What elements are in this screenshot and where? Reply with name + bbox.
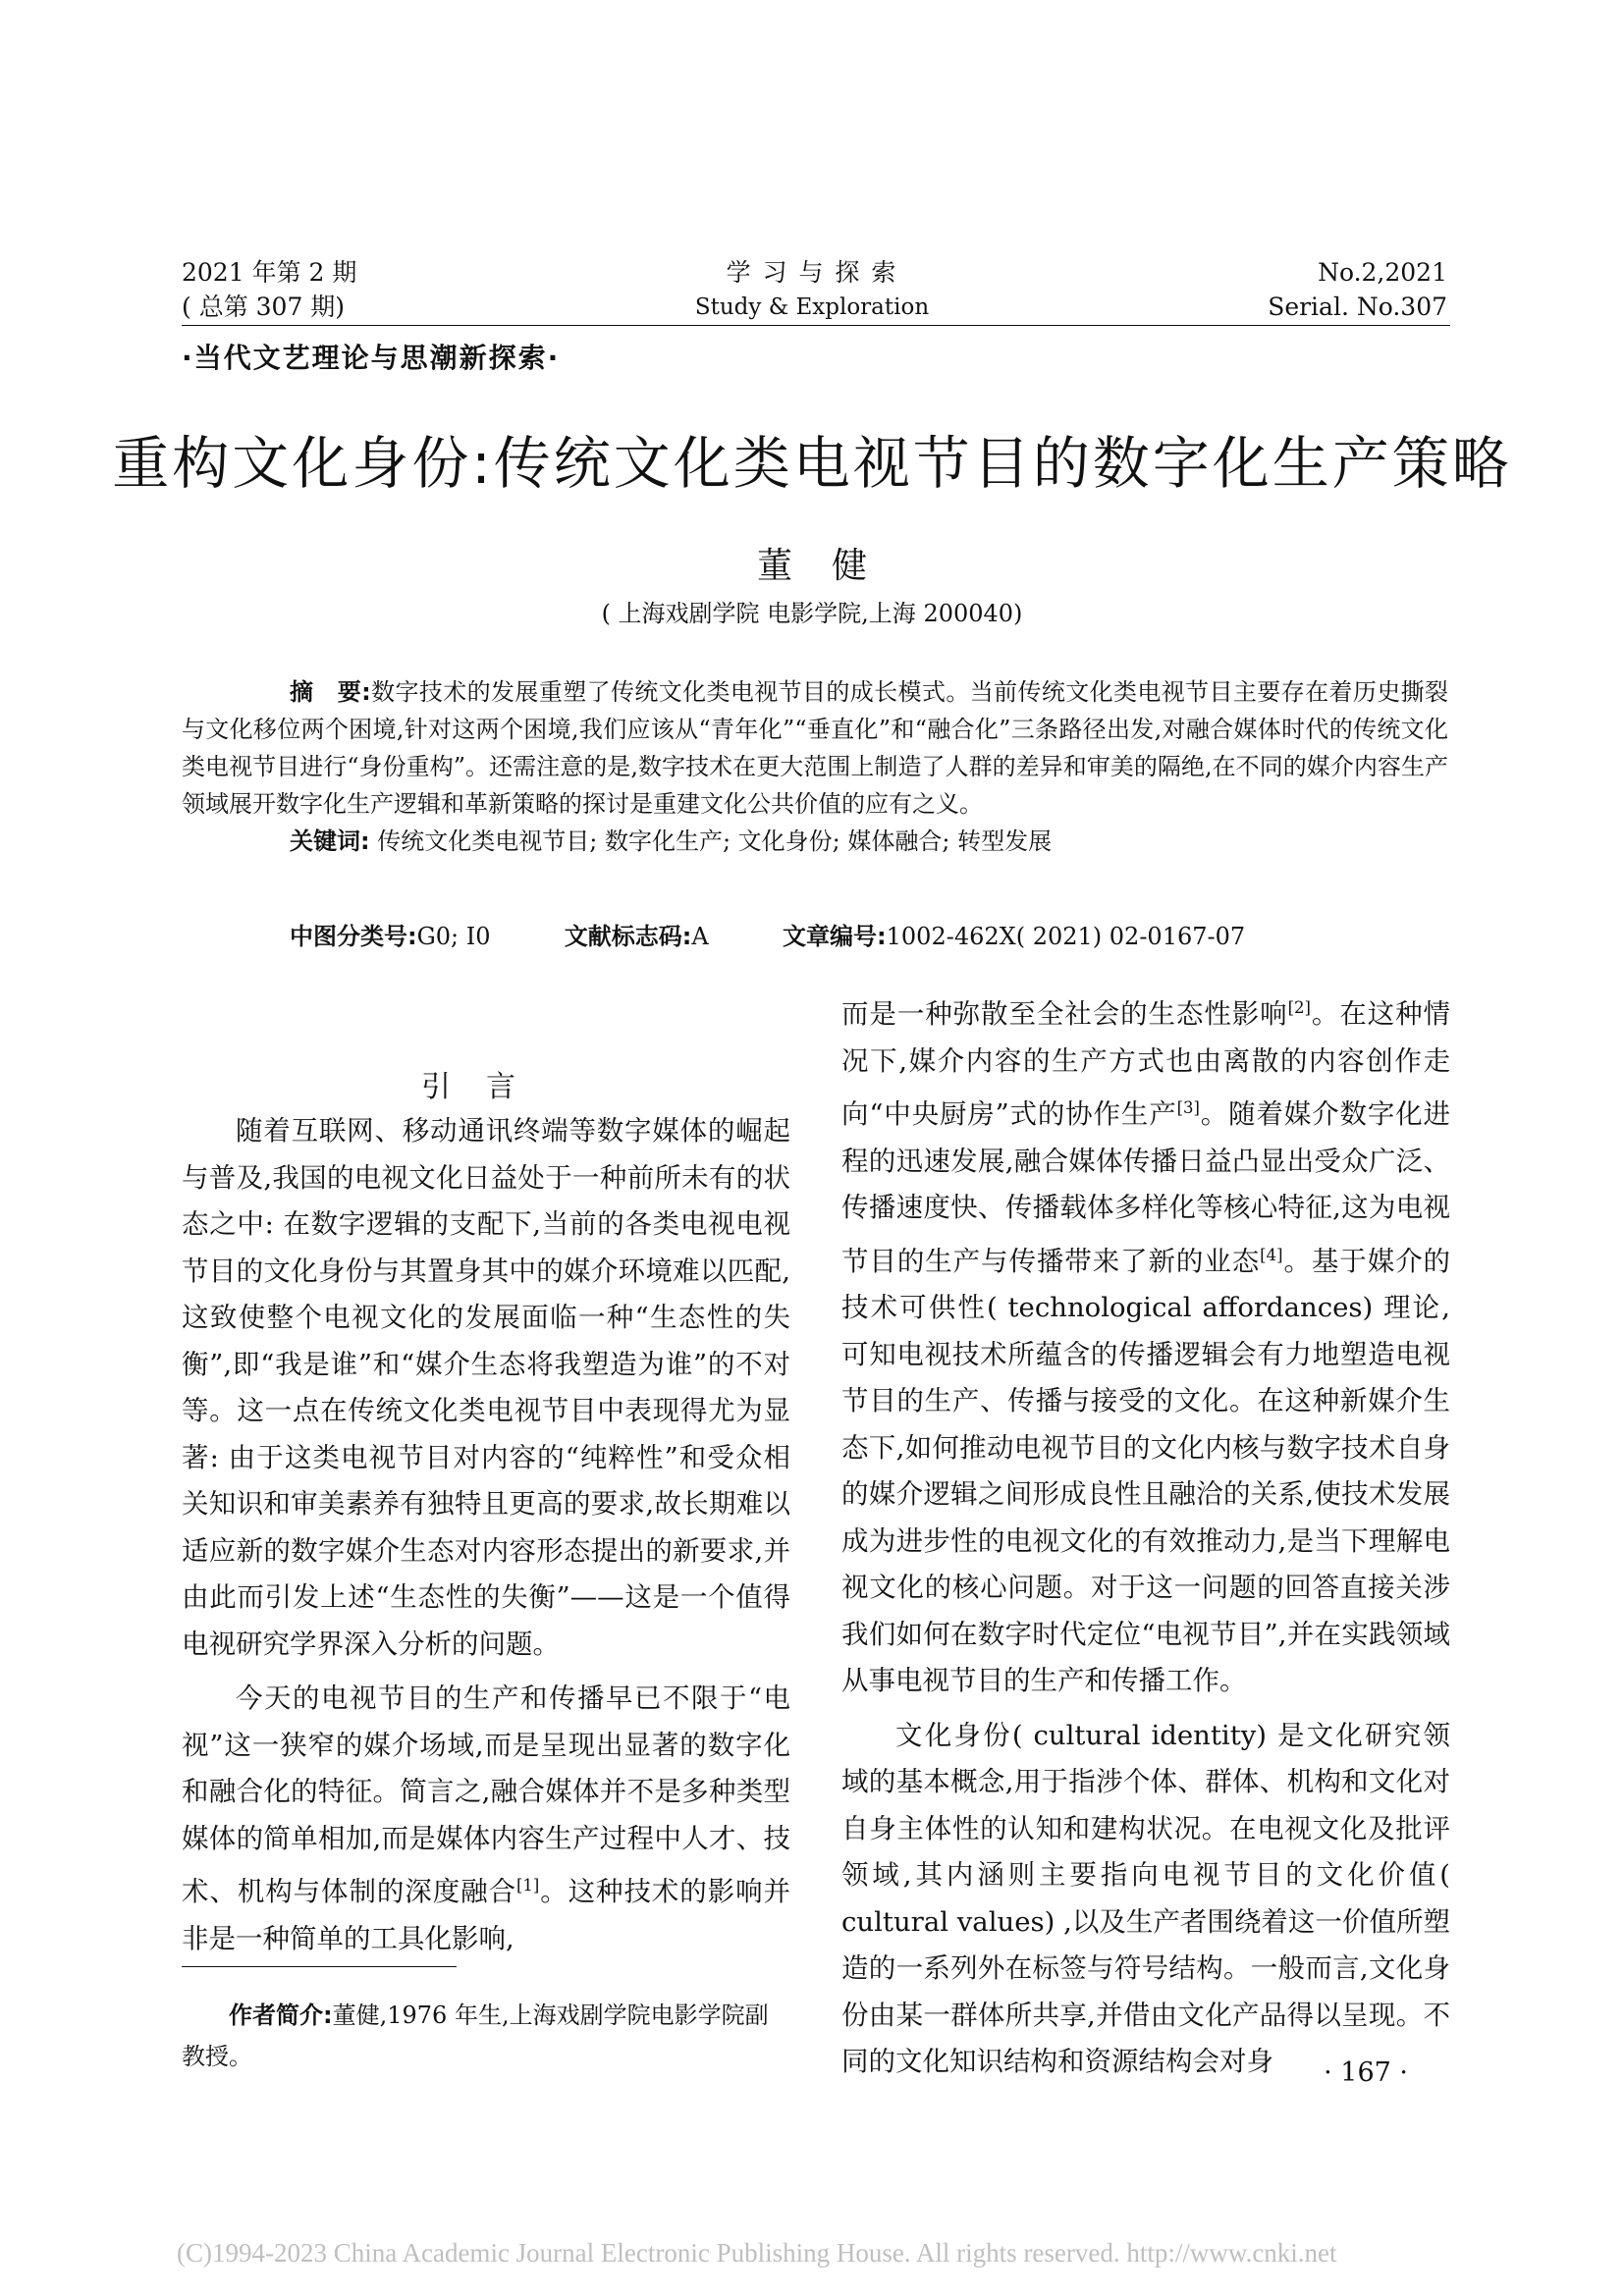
body-paragraph <box>182 1676 790 1962</box>
keywords-text: 传统文化类电视节目; 数字化生产; 文化身份; 媒体融合; 转型发展 <box>377 828 1053 855</box>
header-issue: 2021 年第 2 期 <box>182 258 357 287</box>
doc-code-label: 文献标志码: <box>564 923 692 950</box>
body-text: 。随着媒介数字化进程的迅速发展,融合媒体传播日益凸显出受众广泛、传播速度快、传播载体多样化等核心特征,这为电视节目的生产与传播带来了新的业态 <box>841 1098 1451 1277</box>
body-text: 今天的电视节目的生产和传播早已不限于“电视”这一狭窄的媒介场域,而是呈现出显著的数字化和融合化的特征。简言之,融合媒体并不是多种类型媒体的简单相加,而是媒体内容生产过程中人才、技术、机构与体制的深度融合 <box>182 1682 790 1908</box>
body-right-column <box>841 985 1450 2086</box>
column-name: ·当代文艺理论与思潮新探索· <box>182 342 561 374</box>
abstract-block <box>182 673 1448 860</box>
footnote-text: 董健,1976 年生,上海戏剧学院电影学院副教授。 <box>182 2002 769 2070</box>
article-no-label: 文章编号: <box>783 923 887 950</box>
body-text: 而是一种弥散至全社会的生态性影响 <box>841 998 1288 1031</box>
footnote-rule <box>182 1966 457 1967</box>
article-no-value: 1002-462X( 2021) 02-0167-07 <box>886 923 1246 950</box>
footnote-label: 作者简介: <box>229 2002 333 2029</box>
header-issue-no: No.2,2021 <box>1318 258 1447 287</box>
body-text: 。基于媒介的技术可供性( technological affordances) 理论,可知电视技术所蕴含的传播逻辑会有力地塑造电视节目的生产、传播与接受的文化。在这种新媒介生态下,如何推动电视节目的文化内核与数字技术自身的媒介逻辑之间形成良性且融洽的关系,使技术发展成为进步性的电视文化的有效推动力,是当下理解电视文化的核心问题。对于这一问题的回答直接关涉我们如何在数字时代定位“电视节目”,并在实践领域从事电视节目的生产和传播工作。 <box>841 1245 1451 1697</box>
header-rule <box>182 325 1450 326</box>
body-paragraph: 随着互联网、移动通讯终端等数字媒体的崛起与普及,我国的电视文化日益处于一种前所未有的状态之中: 在数字逻辑的支配下,当前的各类电视电视节目的文化身份与其置身其中的媒介环境难以匹配,这致使整个电视文化的发展面临一种“生态性的失衡”,即“我是谁”和“媒介生态将我塑造为谁”的不对等。这一点在传统文化类电视节目中表现得尤为显著: 由于这类电视节目对内容的“纯粹性”和受众相关知识和审美素养有独特且更高的要求,故长期难以适应新的数字媒介生态对内容形态提出的新要求,并由此而引发上述“生态性的失衡”——这是一个值得电视研究学界深入分析的问题。 <box>182 1115 790 1660</box>
classification-line <box>290 917 1245 951</box>
body-left-column <box>182 1067 790 1962</box>
header-serial-no: Serial. No.307 <box>1268 293 1447 321</box>
header-journal-en: Study & Exploration <box>694 294 930 320</box>
abstract-label: 摘 要: <box>290 678 371 706</box>
abstract-text: 数字技术的发展重塑了传统文化类电视节目的成长模式。当前传统文化类电视节目主要存在着历史撕裂与文化移位两个困境,针对这两个困境,我们应该从“青年化”“垂直化”和“融合化”三条路径出发,对融合媒体时代的传统文化类电视节目进行“身份重构”。还需注意的是,数字技术在更大范围上制造了人群的差异和审美的隔绝,在不同的媒介内容生产领域展开数字化生产逻辑和革新策略的探讨是重建文化公共价值的应有之义。 <box>182 678 1448 818</box>
clc-label: 中图分类号: <box>290 923 417 950</box>
citation-ref: [1] <box>515 1876 540 1895</box>
body-text: 。这种技术的影响并非是一种简单的工具化影响, <box>182 1876 791 1954</box>
header-total-issue: ( 总第 307 期) <box>182 293 346 321</box>
section-heading: 引言 <box>421 1070 551 1104</box>
author-footnote <box>182 1995 790 2077</box>
citation-ref: [4] <box>1260 1245 1283 1264</box>
citation-ref: [3] <box>1176 1098 1200 1118</box>
keywords-label: 关键词: <box>290 828 370 855</box>
clc-value: G0; I0 <box>416 923 491 950</box>
copyright-line: (C)1994-2023 China Academic Journal Electronic Publishing House. All rights reserved. http://www.cnki.net <box>177 2238 1337 2268</box>
doc-code-value: A <box>691 923 709 950</box>
body-paragraph <box>841 985 1450 1705</box>
body-text: 。在这种情况下,媒介内容的生产方式也由离散的内容创作走向“中央厨房”式的协作生产 <box>841 998 1451 1131</box>
article-title: 重构文化身份:传统文化类电视节目的数字化生产策略 <box>112 430 1512 497</box>
page-number: · 167 · <box>1324 2057 1408 2088</box>
author-affiliation: ( 上海戏剧学院 电影学院,上海 200040) <box>601 600 1023 627</box>
author-name: 董健 <box>756 546 906 586</box>
body-paragraph: 文化身份( cultural identity) 是文化研究领域的基本概念,用于指涉个体、群体、机构和文化对自身主体性的认知和建构状况。在电视文化及批评领域,其内涵则主要指向电视节目的文化价值( cultural values) ,以及生产者围绕着这一价值所塑造的一系列外在标签与符号结构。一般而言,文化身份由某一群体所共享,并借由文化产品得以呈现。不同的文化知识结构和资源结构会对身 <box>841 1719 1450 2078</box>
citation-ref: [2] <box>1287 998 1311 1017</box>
header-journal-cn: 学 习 与 探 索 <box>726 258 898 287</box>
